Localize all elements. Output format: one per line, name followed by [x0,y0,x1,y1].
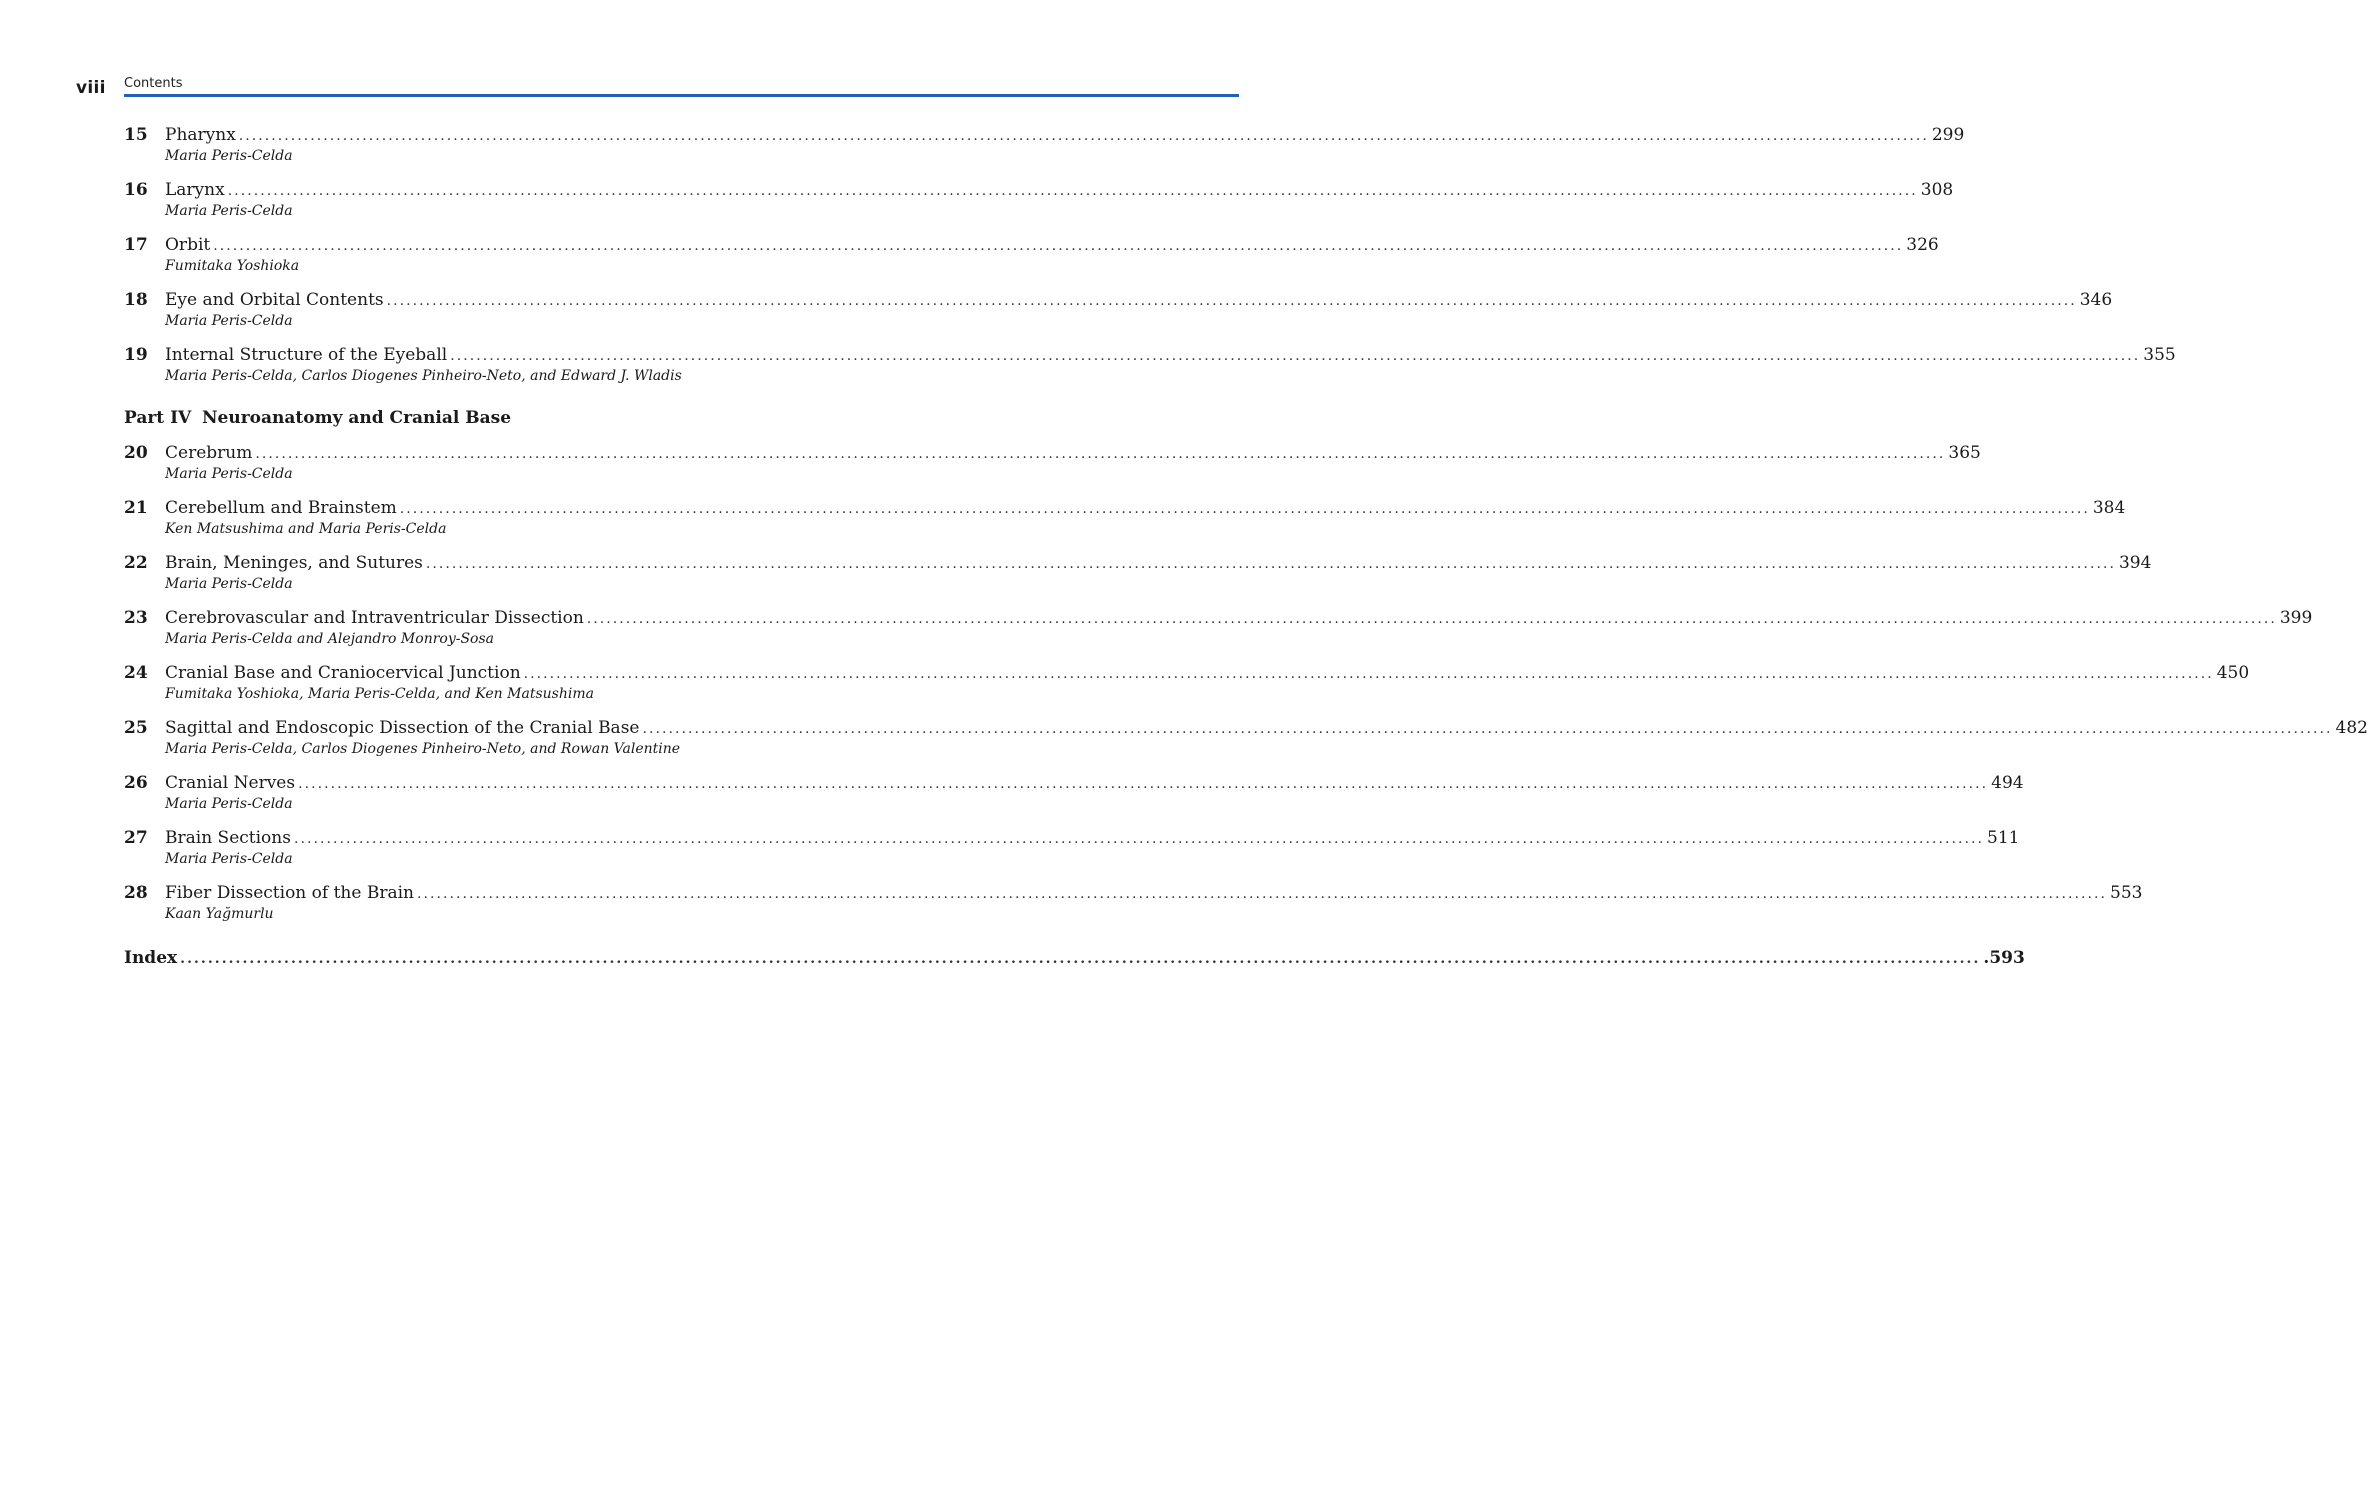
chapter-title[interactable]: Cerebellum and Brainstem [165,498,397,518]
dot-leader: .................................................................................................................................................................................................................................................................... [450,348,2141,364]
chapter-authors: Maria Peris-Celda [165,148,293,164]
chapter-authors: Maria Peris-Celda, Carlos Diogenes Pinheiro-Neto, and Edward J. Wladis [165,368,682,384]
chapter-title[interactable]: Cerebrum [165,443,253,463]
chapter-authors: Maria Peris-Celda and Alejandro Monroy-Sosa [165,631,495,647]
chapter-number: 22 [124,553,148,573]
chapter-authors: Maria Peris-Celda [165,466,293,482]
chapter-page: 384 [2092,498,2126,518]
toc-entry-19[interactable] [124,343,2176,398]
chapter-authors: Maria Peris-Celda [165,576,293,592]
chapter-number: 17 [124,235,148,255]
chapter-number: 26 [124,773,148,793]
chapter-number: 20 [124,443,148,463]
toc-entry-line [124,123,1965,147]
toc-entry-26[interactable] [124,771,2024,826]
chapter-page: 494 [1991,773,2024,793]
toc-entry-22[interactable] [124,551,2152,606]
chapter-number: 21 [124,498,148,518]
toc-entry-line [124,233,1939,257]
part-label: Part IV [124,408,192,428]
toc-entry-21[interactable] [124,496,2126,551]
chapter-authors: Maria Peris-Celda, Carlos Diogenes Pinheiro-Neto, and Rowan Valentine [165,741,681,757]
toc-entry-25[interactable] [124,716,2368,771]
toc-entry-line [124,716,2368,740]
page-folio: viii [76,78,106,98]
chapter-page: 299 [1931,125,1965,145]
toc-entry-18[interactable] [124,288,2113,343]
toc-entry-20[interactable] [124,441,1981,496]
chapter-title[interactable]: Larynx [165,180,225,200]
dot-leader: .................................................................................................................................................................................................................................................................... [523,666,2214,682]
chapter-authors: Maria Peris-Celda [165,313,293,329]
dot-leader: .................................................................................................................................................................................................................................................................... [425,556,2116,572]
chapter-title[interactable]: Internal Structure of the Eyeball [165,345,448,365]
index-page: .593 [1983,948,2025,968]
chapter-number: 18 [124,290,148,310]
chapter-title[interactable]: Cerebrovascular and Intraventricular Dissection [165,608,584,628]
dot-leader: .................................................................................................................................................................................................................................................................... [416,886,2108,902]
chapter-authors: Kaan Yağmurlu [165,906,274,922]
toc-entry-line [124,288,2113,312]
dot-leader: .................................................................................................................................................................................................................................................................... [642,721,2333,737]
chapter-title[interactable]: Pharynx [165,125,236,145]
dot-leader: .................................................................................................................................................................................................................................................................... [180,951,1981,967]
chapter-title[interactable]: Orbit [165,235,211,255]
toc-entry-15[interactable] [124,123,1965,178]
dot-leader: .................................................................................................................................................................................................................................................................... [386,293,2077,309]
part-title: Neuroanatomy and Cranial Base [202,408,512,428]
header-rule [124,94,1239,97]
chapter-authors: Maria Peris-Celda [165,851,293,867]
toc-entry-16[interactable] [124,178,1954,233]
dot-leader: .................................................................................................................................................................................................................................................................... [298,776,1989,792]
part-heading[interactable] [124,398,1239,441]
toc-entry-line [124,441,1981,465]
chapter-authors: Maria Peris-Celda [165,796,293,812]
chapter-page: 394 [2118,553,2152,573]
chapter-page: 553 [2110,883,2143,903]
index-title[interactable]: Index [124,948,178,968]
dot-leader: .................................................................................................................................................................................................................................................................... [293,831,1985,847]
toc-entry-line [124,826,2020,850]
toc-entry-17[interactable] [124,233,1939,288]
chapter-number: 16 [124,180,148,200]
chapter-number: 27 [124,828,148,848]
chapter-title[interactable]: Eye and Orbital Contents [165,290,384,310]
dot-leader: .................................................................................................................................................................................................................................................................... [399,501,2090,517]
chapter-title[interactable]: Sagittal and Endoscopic Dissection of the Cranial Base [165,718,640,738]
chapter-number: 23 [124,608,148,628]
dot-leader: .................................................................................................................................................................................................................................................................... [238,128,1929,144]
chapter-number: 19 [124,345,148,365]
chapter-authors: Maria Peris-Celda [165,203,293,219]
chapter-page: 482 [2335,718,2368,738]
chapter-authors: Fumitaka Yoshioka, Maria Peris-Celda, and Ken Matsushima [165,686,594,702]
toc-entry-24[interactable] [124,661,2250,716]
chapter-page: 346 [2079,290,2113,310]
toc-entry-line [124,881,2143,905]
toc-entry-23[interactable] [124,606,2313,661]
table-of-contents [124,123,2368,976]
dot-leader: .................................................................................................................................................................................................................................................................... [255,446,1946,462]
chapter-title[interactable]: Brain, Meninges, and Sutures [165,553,423,573]
chapter-page: 511 [1987,828,2020,848]
chapter-page: 365 [1948,443,1981,463]
chapter-page: 308 [1920,180,1954,200]
toc-entry-line [124,551,2152,575]
toc-entry-line [124,771,2024,795]
chapter-authors: Fumitaka Yoshioka [165,258,300,274]
chapter-page: 326 [1906,235,1939,255]
chapter-page: 355 [2143,345,2176,365]
chapter-title[interactable]: Fiber Dissection of the Brain [165,883,414,903]
chapter-number: 15 [124,125,148,145]
dot-leader: .................................................................................................................................................................................................................................................................... [586,611,2277,627]
chapter-number: 25 [124,718,148,738]
toc-entry-28[interactable] [124,881,2143,936]
running-header [76,76,1239,98]
toc-entry-line [124,496,2126,520]
chapter-title[interactable]: Cranial Nerves [165,773,296,793]
toc-entry-line [124,606,2313,630]
chapter-number: 24 [124,663,148,683]
toc-entry-line [124,343,2176,367]
toc-entry-line [124,946,2025,970]
chapter-number: 28 [124,883,148,903]
chapter-page: 450 [2216,663,2250,683]
running-title: Contents [124,76,183,91]
chapter-title[interactable]: Cranial Base and Craniocervical Junction [165,663,521,683]
toc-entry-line [124,178,1954,202]
dot-leader: .................................................................................................................................................................................................................................................................... [227,183,1918,199]
chapter-page: 399 [2279,608,2313,628]
dot-leader: .................................................................................................................................................................................................................................................................... [213,238,1904,254]
toc-entry-index[interactable] [124,946,2025,976]
chapter-authors: Ken Matsushima and Maria Peris-Celda [165,521,447,537]
chapter-title[interactable]: Brain Sections [165,828,291,848]
toc-entry-line [124,661,2250,685]
toc-entry-27[interactable] [124,826,2020,881]
